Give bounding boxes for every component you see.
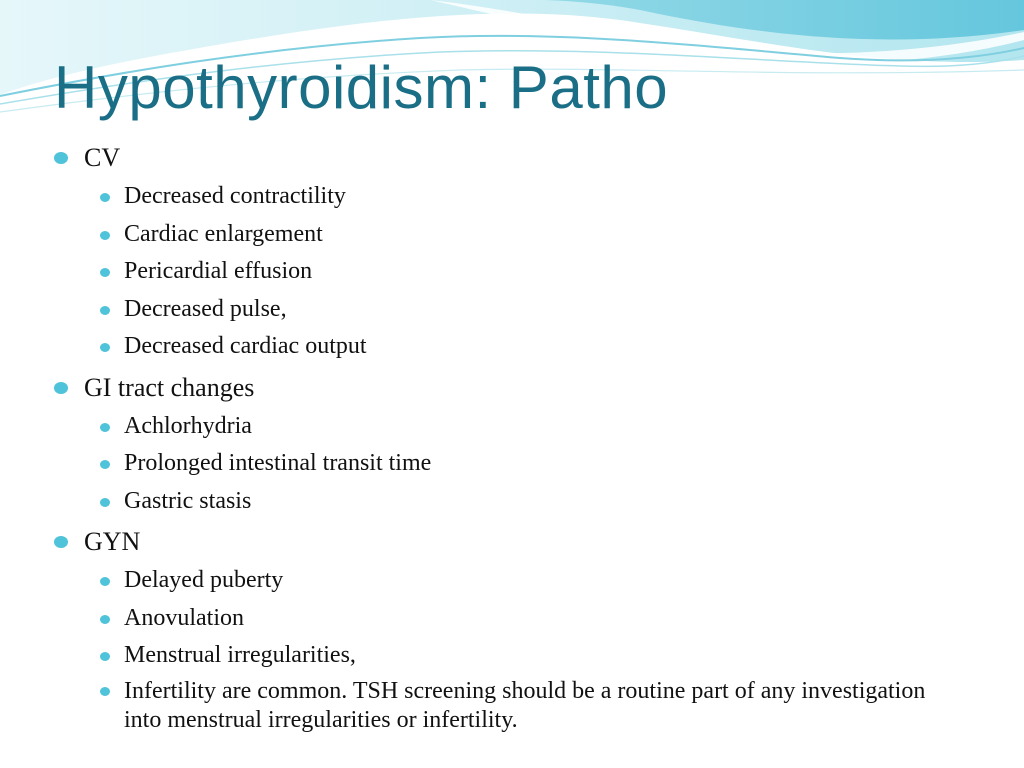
section-heading bbox=[54, 140, 954, 176]
section-heading bbox=[54, 370, 954, 406]
list-item bbox=[54, 600, 954, 638]
section-heading bbox=[54, 524, 954, 560]
list-item bbox=[54, 445, 954, 483]
slide-title: Hypothyroidism: Patho bbox=[54, 54, 669, 121]
list-item bbox=[54, 178, 954, 216]
list-item bbox=[54, 253, 954, 291]
list-item bbox=[54, 675, 954, 735]
section-heading-text: CV bbox=[84, 143, 121, 172]
list-item-text: Achlorhydria bbox=[124, 412, 252, 439]
bullet-dot-icon bbox=[100, 343, 110, 352]
bullet-dot-icon bbox=[100, 306, 110, 315]
list-item bbox=[54, 291, 954, 329]
list-item-text: Cardiac enlargement bbox=[124, 220, 323, 247]
bullet-dot-icon bbox=[100, 498, 110, 507]
bullet-dot-icon bbox=[54, 536, 68, 548]
bullet-dot-icon bbox=[54, 152, 68, 164]
list-item-text: Gastric stasis bbox=[124, 487, 252, 514]
list-item bbox=[54, 328, 954, 366]
bullet-content bbox=[54, 140, 954, 739]
section-gi-tract bbox=[54, 370, 954, 521]
list-item-text: Menstrual irregularities, bbox=[124, 642, 356, 668]
bullet-dot-icon bbox=[100, 268, 110, 277]
bullet-dot-icon bbox=[100, 615, 110, 624]
bullet-dot-icon bbox=[100, 460, 110, 469]
list-item-text: Decreased pulse, bbox=[124, 295, 287, 322]
bullet-dot-icon bbox=[100, 652, 110, 661]
bullet-dot-icon bbox=[100, 231, 110, 240]
section-gyn bbox=[54, 524, 954, 735]
list-item-text: Decreased contractility bbox=[124, 183, 346, 209]
list-item-text: Delayed puberty bbox=[124, 567, 284, 593]
list-item bbox=[54, 216, 954, 254]
list-item-text: Decreased cardiac output bbox=[124, 333, 367, 359]
list-item bbox=[54, 483, 954, 521]
list-item bbox=[54, 562, 954, 600]
bullet-dot-icon bbox=[100, 423, 110, 432]
list-item-text: Pericardial effusion bbox=[124, 258, 313, 284]
list-item-text: Infertility are common. TSH screening should be a routine part of any investigation into menstrual irregularities or infertility. bbox=[124, 677, 926, 733]
list-item-text: Prolonged intestinal transit time bbox=[124, 450, 432, 476]
section-heading-text: GI tract changes bbox=[84, 372, 255, 402]
bullet-dot-icon bbox=[100, 193, 110, 202]
section-cv bbox=[54, 140, 954, 366]
bullet-dot-icon bbox=[100, 687, 110, 696]
list-item-text: Anovulation bbox=[124, 604, 244, 631]
section-heading-text: GYN bbox=[84, 527, 141, 556]
list-item bbox=[54, 408, 954, 446]
bullet-dot-icon bbox=[54, 382, 68, 394]
bullet-dot-icon bbox=[100, 577, 110, 586]
list-item bbox=[54, 637, 954, 675]
